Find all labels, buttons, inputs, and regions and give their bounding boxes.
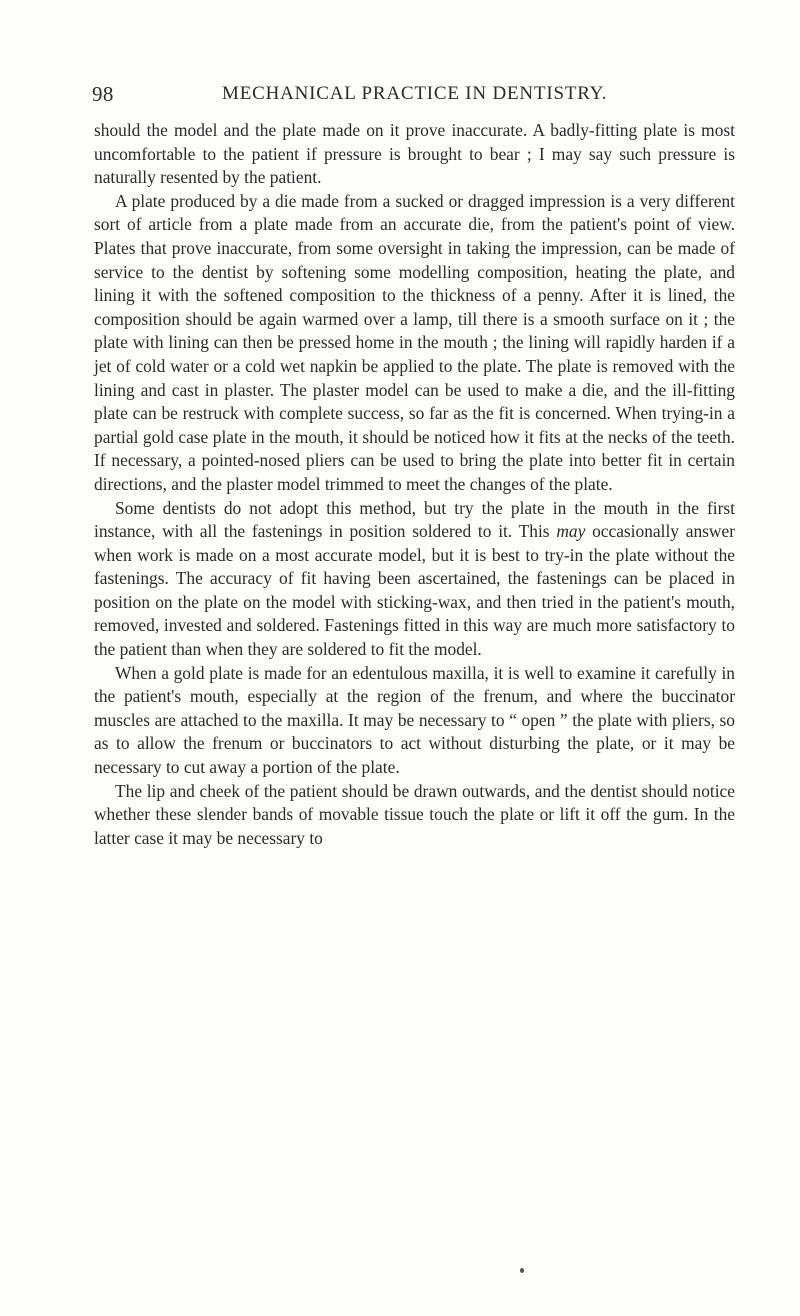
page-number: 98 bbox=[92, 82, 114, 106]
paragraph-edentulous-maxilla bbox=[94, 662, 735, 780]
paragraph-plate-correction bbox=[94, 190, 735, 497]
paragraph-text: A plate produced by a die made from a sucked or dragged impression is a very different sort of article from a plate made from an accurate die, from the patient's point of view. Plates that prove inaccurate, from some oversight in taking the impression, can be made of service to the dentist by softening some modelling composition, heating the plate, and lining it with the softened composition to the thickness of a penny. After it is lined, the composition should be again warmed over a lamp, till there is a smooth surface on it ; the plate with lining can then be pressed home in the mouth ; the lining will rapidly harden if a jet of cold water or a cold wet napkin be applied to the plate. The plate is removed with the lining and cast in plaster. The plaster model can be used to make a die, and the ill-fitting plate can be restruck with complete success, so far as the fit is concerned. When trying-in a partial gold case plate in the mouth, it should be noticed how it fits at the necks of the teeth. If necessary, a pointed-nosed pliers can be used to bring the plate into better fit in certain directions, and the plaster model trimmed to meet the changes of the plate. bbox=[94, 190, 735, 494]
paragraph-text: should the model and the plate made on it prove inaccurate. A badly-fitting plate is most uncomfortable to the patient if pressure is brought to bear ; I may say such pressure is naturally resented by the patient. bbox=[94, 120, 735, 188]
emphasis-text: may bbox=[556, 521, 586, 542]
body-text bbox=[94, 119, 735, 850]
paragraph-continued bbox=[94, 119, 735, 190]
paragraph-text: When a gold plate is made for an edentulous maxilla, it is well to examine it carefully in the patient's mouth, especially at the region of the frenum, and where the buccinator muscles are attached to the maxilla. It may be necessary to “ open ” the plate with pliers, so as to allow the frenum or buccinators to act without disturbing the plate, or it may be necessary to cut away a portion of the plate. bbox=[94, 662, 735, 778]
paragraph-text: Some dentists do not adopt this method, but try the plate in the mouth in the first instance, with all the fastenings in position soldered to it. This bbox=[94, 497, 735, 542]
running-title: MECHANICAL PRACTICE IN DENTISTRY. bbox=[222, 83, 608, 104]
running-head bbox=[92, 82, 732, 108]
paragraph-lip-cheek bbox=[94, 780, 735, 851]
ink-speck bbox=[520, 1268, 524, 1273]
paragraph-text: The lip and cheek of the patient should be drawn outwards, and the dentist should notice whether these slender bands of movable tissue touch the plate or lift it off the gum. In the latter case it may be necessary to bbox=[94, 780, 735, 848]
paragraph-text: occasionally answer when work is made on a most accurate model, but it is best to try-in the plate without the fastenings. The accuracy of fit having been ascertained, the fastenings can be placed in position on the plate on the model with sticking-wax, and then tried in the patient's mouth, removed, invested and soldered. Fastenings fitted in this way are much more satisfactory to the patient than when they are soldered to fit the model. bbox=[94, 521, 735, 660]
paragraph-fastenings bbox=[94, 497, 735, 662]
